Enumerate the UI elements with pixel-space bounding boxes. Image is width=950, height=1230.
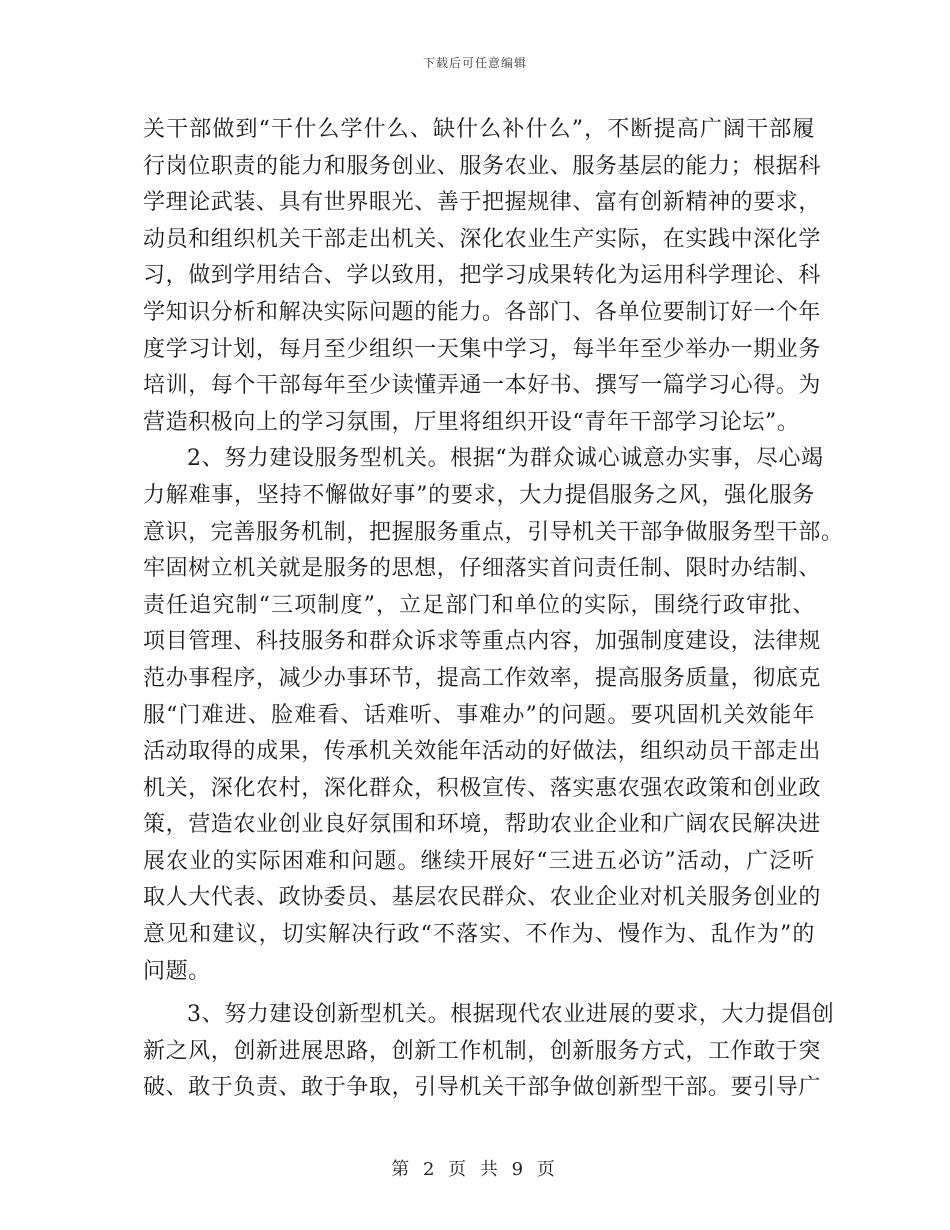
text-line: 牢固树立机关就是服务的思想，仔细落实首问责任制、限时办结制、 <box>143 556 822 582</box>
page-number-footer: 第 2 页 共 9 页 <box>391 1159 559 1180</box>
text-line: 行岗位职责的能力和服务创业、服务农业、服务基层的能力；根据科 <box>143 153 822 179</box>
paragraph-3 <box>143 997 835 1107</box>
text-line: 策，营造农业创业良好氛围和环境，帮助农业企业和广阔农民解决进 <box>143 812 822 838</box>
text-line: 动员和组织机关干部走出机关、深化农业生产实际，在实践中深化学 <box>143 226 822 252</box>
text-line: 度学习计划，每月至少组织一天集中学习，每半年至少举办一期业务 <box>143 336 822 362</box>
text-line: 展农业的实际困难和问题。继续开展好“三进五必访”活动，广泛听 <box>143 848 815 874</box>
text-line: 项目管理、科技服务和群众诉求等重点内容，加强制度建设，法律规 <box>143 629 822 655</box>
text-line: 机关，深化农村，深化群众，积极宣传、落实惠农强农政策和创业政 <box>143 775 822 801</box>
text-line: 学知识分析和解决实际问题的能力。各部门、各单位要制订好一个年 <box>143 299 822 325</box>
text-line: 关干部做到“干什么学什么、缺什么补什么”，不断提高广阔干部履 <box>143 117 815 142</box>
text-line: 活动取得的成果，传承机关效能年活动的好做法，组织动员干部走出 <box>143 739 822 765</box>
text-line: 习，做到学用结合、学以致用，把学习成果转化为运用科学理论、科 <box>143 263 822 289</box>
text-line: 2、努力建设服务型机关。根据“为群众诚心诚意办实事，尽心竭 <box>187 446 824 472</box>
paragraph-2 <box>143 441 844 990</box>
text-line: 取人大代表、政协委员、基层农民群众、农业企业对机关服务创业的 <box>143 885 822 911</box>
text-line: 3、努力建设创新型机关。根据现代农业进展的要求，大力提倡创 <box>187 1002 835 1028</box>
text-line: 意识，完善服务机制，把握服务重点，引导机关干部争做服务型干部。 <box>143 519 844 545</box>
text-line: 责任追究制“三项制度”，立足部门和单位的实际，围绕行政审批、 <box>143 592 815 618</box>
text-line: 力解难事，坚持不懈做好事”的要求，大力提倡服务之风，强化服务 <box>143 482 815 508</box>
text-line: 范办事程序，减少办事环节，提高工作效率，提高服务质量，彻底克 <box>143 665 822 691</box>
text-line: 破、敢于负责、敢于争取，引导机关干部争做创新型干部。要引导广 <box>143 1075 822 1101</box>
text-line: 学理论武装、具有世界眼光、善于把握规律、富有创新精神的要求， <box>143 190 822 216</box>
text-line: 问题。 <box>143 958 211 984</box>
document-body <box>143 112 844 1107</box>
text-line: 服“门难进、脸难看、话难听、事难办”的问题。要巩固机关效能年 <box>143 702 815 728</box>
page-header: 下载后可任意编辑 <box>422 56 527 70</box>
text-line: 意见和建议，切实解决行政“不落实、不作为、慢作为、乱作为”的 <box>143 922 815 948</box>
text-line: 新之风，创新进展思路，创新工作机制，创新服务方式，工作敢于突 <box>143 1038 822 1064</box>
paragraph-1 <box>143 112 822 441</box>
paragraph-spacer <box>143 990 815 997</box>
text-line: 培训，每个干部每年至少读懂弄通一本好书、撰写一篇学习心得。为 <box>143 373 822 399</box>
text-line: 营造积极向上的学习氛围，厅里将组织开设“青年干部学习论坛”。 <box>143 409 800 435</box>
